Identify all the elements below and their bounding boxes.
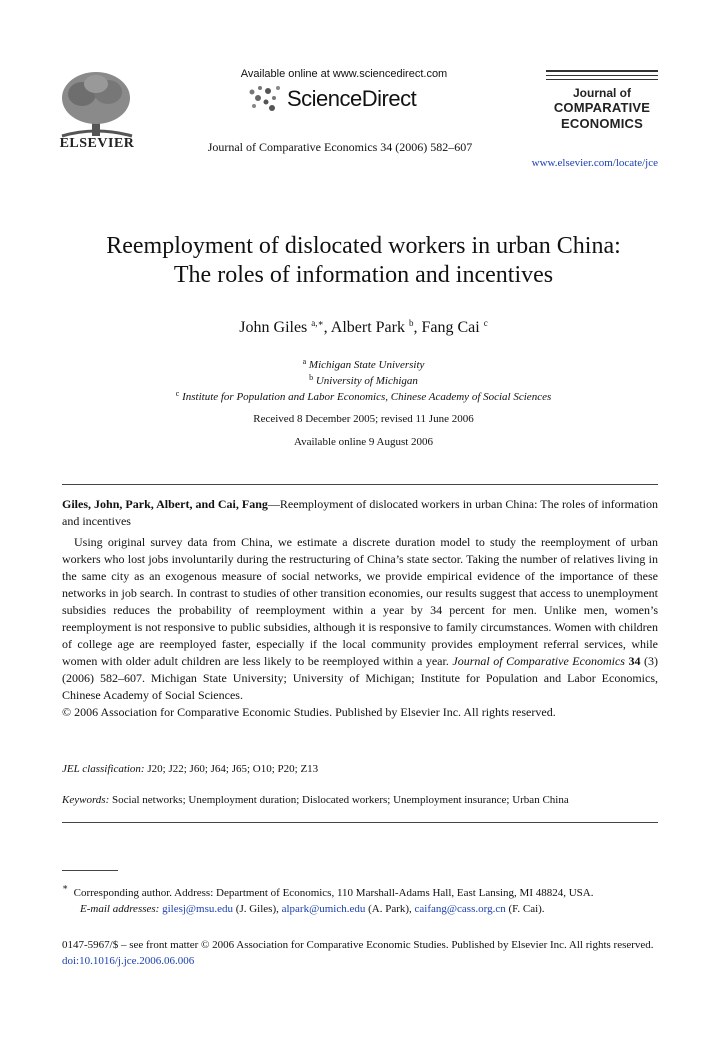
abstract-citation: Giles, John, Park, Albert, and Cai, Fang—Reemployment of dislocated workers in urban China: The roles of information and incentives [62, 497, 658, 528]
issn-copyright-block [62, 937, 658, 969]
abstract-copyright: © 2006 Association for Comparative Economic Studies. Published by Elsevier Inc. All rights reserved. [62, 705, 556, 719]
author-affiliation-mark[interactable]: a,∗ [311, 318, 324, 328]
doi-link[interactable]: doi:10.1016/j.jce.2006.06.006 [62, 955, 195, 967]
affiliation-b: $^b$ University of Michigan [309, 373, 418, 387]
issn-text: 0147-5967/$ – see front matter © 2006 Association for Comparative Economic Studies. Published by Elsevier Inc. All rights reserved. [62, 939, 654, 951]
jel-classification: JEL classification: J20; J22; J60; J64; J65; O10; P20; Z13 [62, 763, 319, 775]
author-affiliation-mark[interactable]: c [483, 318, 488, 328]
affiliation-c: $^c$ Institute for Population and Labor Economics, Chinese Academy of Social Sciences [175, 389, 552, 403]
keywords: Keywords: Social networks; Unemployment duration; Dislocated workers; Unemployment insurance; Urban China [62, 794, 569, 806]
sciencedirect-wordmark: ScienceDirect [287, 86, 417, 111]
available-online-banner: Available online at www.sciencedirect.com [240, 68, 448, 80]
elsevier-wordmark: ELSEVIER [59, 136, 135, 151]
author-name: Fang Cai [421, 319, 480, 336]
abstract-body: Using original survey data from China, we estimate a discrete duration model to study the reemployment of urban workers who lost jobs involuntarily during the restructuring of China’s state sector. Taking the number of relatives living in the same city as an exogenous measure of social networks, we provide empirical evidence of the importance of these networks in job search. In contrast to studies of other transition economies, our results suggest that access to unemployment subsidies reduces the probability of reemployment within a year by 34 percent for men. Unlike men, women’s reemployment is not responsive to public subsidies, although it is responsive to family circumstances. Women with children of college age are reemployed faster, especially if the local community provides employment referral services, while women with older adult children are less likely to be reemployed within a year. Journal of Comparative Economics 34 (3) (2006) 582–607. Michigan State University; University of Michigan; Institute for Population and Labor Economics, Chinese Academy of Social Sciences. [62, 535, 659, 702]
available-online-date: Available online 9 August 2006 [293, 436, 434, 448]
journal-citation-line: Journal of Comparative Economics 34 (2006) 582–607 [207, 140, 473, 154]
journal-logo-text-3: ECONOMICS [561, 116, 643, 131]
title-line-1: Reemployment of dislocated workers in urban China: [106, 233, 621, 259]
corresponding-author-footnote: ∗ Corresponding author. Address: Department of Economics, 110 Marshall-Adams Hall, East Lansing, MI 48824, USA. E-mail addresses: gilesj@msu.edu (J. Giles), alpark@umich.edu (A. Park), caifang@cass.org.cn (F. Cai). [62, 882, 594, 915]
author-affiliation-mark[interactable]: b [408, 318, 414, 328]
email-link[interactable]: caifang@cass.org.cn [414, 903, 506, 915]
title-line-2: The roles of information and incentives [173, 262, 554, 288]
article-title [40, 232, 687, 290]
received-dates: Received 8 December 2005; revised 11 June 2006 [253, 413, 474, 425]
footnote-divider [62, 870, 118, 871]
abstract [62, 496, 658, 721]
abstract-bottom-divider [62, 822, 658, 823]
email-link[interactable]: gilesj@msu.edu [162, 903, 234, 915]
author-name: John Giles [239, 319, 308, 336]
abstract-top-divider [62, 484, 658, 485]
email-link[interactable]: alpark@umich.edu [281, 903, 366, 915]
author-list: John Giles $^{a,∗}$, Albert Park $^b$, Fang Cai $^c$ [239, 318, 488, 336]
affiliation-a: $^a$ Michigan State University [302, 357, 425, 371]
journal-url-link[interactable]: www.elsevier.com/locate/jce [531, 157, 658, 169]
journal-logo-text-1: Journal of [572, 86, 631, 100]
journal-logo-text-2: COMPARATIVE [553, 100, 651, 115]
author-name: Albert Park [330, 319, 405, 336]
